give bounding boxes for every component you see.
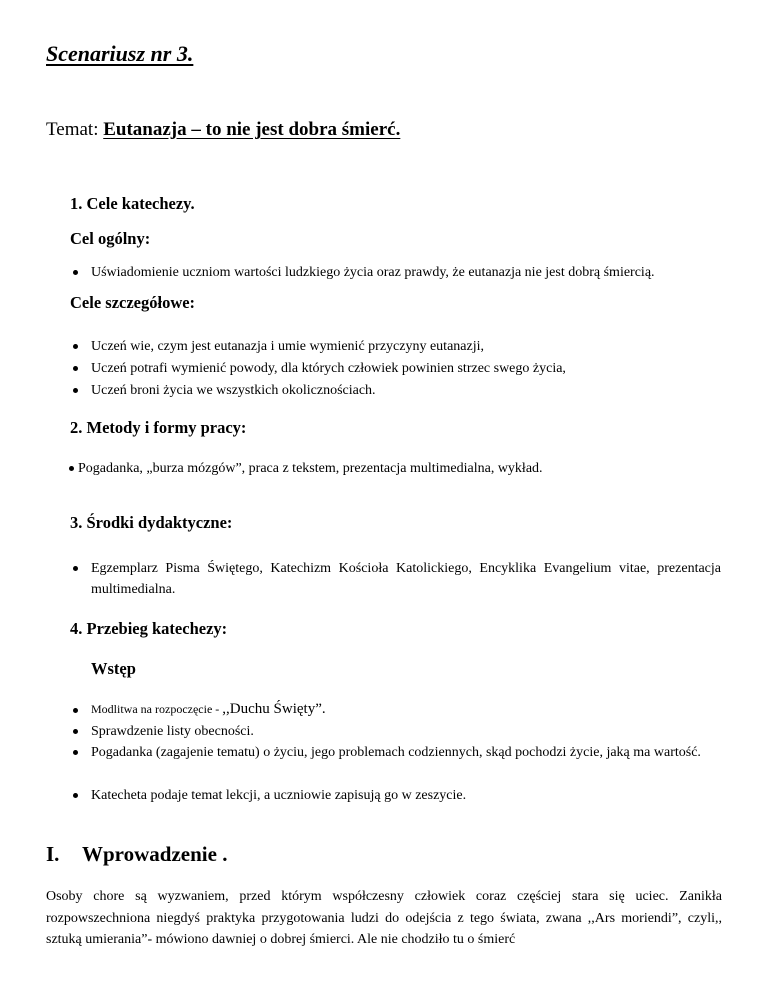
bullet-icon [73, 750, 78, 755]
section-methods-heading: 2. Metody i formy pracy: [70, 418, 247, 437]
section-means-heading: 3. Środki dydaktyczne: [70, 513, 233, 532]
topic-label: Temat: [46, 119, 104, 140]
bullet-icon [73, 566, 78, 571]
course-item-prayer-name: ,,Duchu Święty”. [222, 701, 326, 717]
bullet-icon [73, 708, 78, 713]
general-goal-item: Uświadomienie uczniom wartości ludzkiego życia oraz prawdy, że eutanazja nie jest dobrą śmiercią. [91, 265, 655, 280]
course-item-prayer-label: Modlitwa na rozpoczęcie - [91, 702, 223, 716]
bullet-icon [73, 793, 78, 798]
bullet-icon [73, 366, 78, 371]
intro-heading: Wstęp [91, 659, 136, 678]
document-title: Scenariusz nr 3. [46, 41, 194, 66]
bullet-icon [69, 466, 74, 471]
bullet-icon [73, 344, 78, 349]
bullet-icon [73, 729, 78, 734]
bullet-icon [73, 270, 78, 275]
course-item: Sprawdzenie listy obecności. [91, 724, 254, 739]
topic-value: Eutanazja – to nie jest dobra śmierć. [103, 119, 401, 140]
course-item: Pogadanka (zagajenie tematu) o życiu, jego problemach codziennych, skąd pochodzi życie, jaką ma wartość. [91, 745, 701, 760]
methods-item: Pogadanka, „burza mózgów”, praca z tekstem, prezentacja multimedialna, wykład. [78, 461, 543, 476]
course-item [91, 699, 326, 720]
section-course-heading: 4. Przebieg katechezy: [70, 619, 228, 638]
part-title: Wprowadzenie . [82, 842, 228, 866]
general-goal-heading: Cel ogólny: [70, 229, 151, 248]
course-item: Katecheta podaje temat lekcji, a uczniowie zapisują go w zeszycie. [91, 788, 467, 803]
part-number: I. [46, 842, 60, 866]
specific-goal-item: Uczeń broni życia we wszystkich okolicznościach. [91, 383, 376, 398]
bullet-icon [73, 388, 78, 393]
specific-goal-item: Uczeń potrafi wymienić powody, dla których człowiek powinien strzec swego życia, [91, 361, 566, 376]
intro-paragraph: Osoby chore są wyzwaniem, przed którym współczesny człowiek coraz częściej stara się uciec. Zanikła rozpowszechniona niegdyś praktyka przygotowania ludzi do odejścia z tego świata, zwana ,,Ars moriendi”, czyli,, sztuką umierania”- mówiono dawniej o dobrej śmierci. Ale nie chodziło tu o śmierć [46, 889, 722, 947]
means-item: Egzemplarz Pisma Świętego, Katechizm Kościoła Katolickiego, Encyklika Evangelium vitae, prezentacja multimedialna. [91, 561, 721, 597]
section-goals-heading: 1. Cele katechezy. [70, 194, 195, 213]
specific-goals-heading: Cele szczegółowe: [70, 293, 196, 312]
topic-line [46, 119, 400, 141]
part-heading [46, 842, 227, 867]
specific-goal-item: Uczeń wie, czym jest eutanazja i umie wymienić przyczyny eutanazji, [91, 339, 484, 354]
